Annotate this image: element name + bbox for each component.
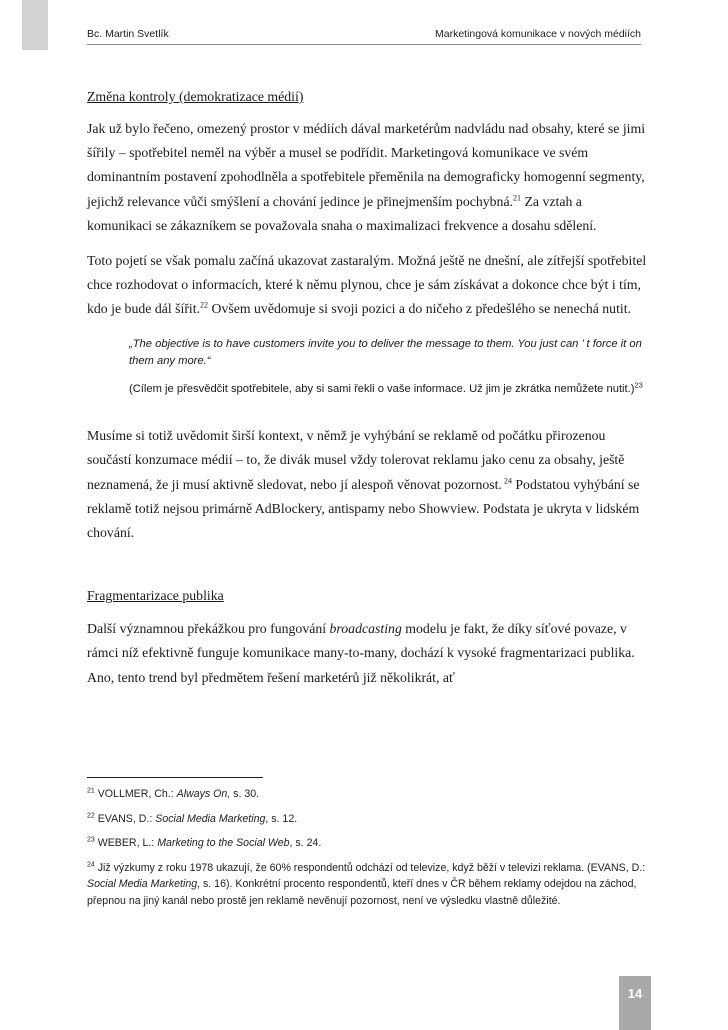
header-author: Bc. Martin Svetlík: [87, 28, 169, 40]
header-title: Marketingová komunikace v nových médiích: [434, 28, 641, 40]
quote-czech-text: (Cílem je přesvědčit spotřebitele, aby si sami řekli o vaše informace. Už jim je zkrátka nemůžete nutit.): [129, 382, 635, 395]
paragraph-text: Toto pojetí se však pomalu začíná ukazovat zastaralým. Možná ještě ne dnešní, ale zítřejší spotřebitel chce rozhodovat o informacích, které k němu plynou, chce je sám získávat a dokonce chce být i tím, kdo je bude dál šířit.: [87, 253, 647, 317]
footnote: [87, 786, 647, 803]
section-heading-fragmentation: Fragmentarizace publika: [87, 588, 224, 604]
paragraph: [87, 249, 649, 322]
paragraph-text: modelu je fakt, že díky síťové povaze, v rámci níž efektivně funguje komunikace many-to-many, dochází k vysoké fragmentarizaci publika. Ano, tento trend byl předmětem řešení marketérů již několikrát, ať: [87, 621, 635, 685]
paragraph-text: Ovšem uvědomuje si svoji pozici a do ničeho z předešlého se nenechá nutit.: [208, 301, 632, 317]
section-heading-democratization: Změna kontroly (demokratizace médií): [87, 89, 304, 104]
footnote-title: Always On,: [176, 788, 231, 800]
paragraph-text: Podstatou vyhýbání se reklamě totiž nejsou primárně AdBlockery, antispamy nebo Showview. Podstata je ukryta v lidském chování.: [87, 476, 640, 540]
page-number: 14: [627, 986, 643, 1001]
footnote-text: VOLLMER, Ch.:: [94, 788, 177, 800]
footnote: [87, 835, 647, 852]
footnote-number: 21: [87, 787, 95, 795]
footnote-title: Social Media Marketing: [155, 812, 266, 825]
block-quote: [129, 336, 649, 399]
paragraph-text: Jak už bylo řečeno, omezený prostor v médiích dával marketérům nadvládu nad obsahy, které se jimi šířily – spotřebitel neměl na výběr a musel se podřídit. Marketingová komunikace ve svém dominantním postavení zpohodlněla a spotřebitele přeměnila na demograficky homogenní segmenty, jejichž relevance vůči smýšlení a chování jedince je přinejmenším pochybná.: [87, 121, 646, 209]
quote-english: [129, 336, 649, 371]
footnote-text: WEBER, L.:: [94, 837, 158, 849]
footnote-separator: [87, 777, 263, 778]
footnote-ref: 22: [200, 300, 209, 310]
header-divider: [87, 44, 641, 45]
footnotes: [87, 786, 647, 909]
footnote-text: EVANS, D.:: [94, 812, 156, 825]
paragraph: [87, 617, 649, 690]
quote-english-text: „The objective is to have customers invite you to deliver the message to them. You just can ’ t force it on them any more.“: [129, 337, 642, 368]
paragraph-text: Musíme si totiž uvědomit širší kontext, v němž je vyhýbání se reklamě od počátku přirozenou součástí konzumace médií – to, že divák musel vždy tolerovat reklamu jako cenu za obsahy, ještě neznamená, že ji musí aktivně sledovat, nebo jí alespoň věnovat pozornost.: [87, 428, 625, 492]
footnote-number: 22: [87, 811, 95, 819]
footnote-number: 23: [87, 836, 95, 844]
footnote-title: Marketing to the Social Web: [157, 837, 290, 849]
footnote-text: , s. 12.: [265, 812, 298, 825]
footnote-number: 24: [87, 860, 95, 868]
footnote-text: , s. 16). Konkrétní procento respondentů, kteří dnes v ČR během reklamy odejdou na záchod, přepnou na jiný kanál nebo prostě jen reklamě nevěnují pozornost, není ve výsledku vlastně důležité.: [87, 878, 637, 907]
page-number-tab: [619, 976, 651, 1030]
header-decor-bar: [22, 0, 48, 50]
paragraph-text: Další významnou překážkou pro fungování: [87, 621, 330, 637]
footnote: [87, 811, 647, 828]
paragraph-text: Za vztah a komunikaci se zákazníkem se považovala snaha o maximalizaci frekvence a dosahu sdělení.: [87, 193, 597, 233]
paragraph: [87, 117, 649, 238]
footnote: [87, 860, 647, 910]
paragraph: [87, 424, 649, 545]
paragraph-emphasis: broadcasting: [329, 621, 402, 637]
page-body: [87, 86, 649, 690]
footnote-text: , s. 24.: [289, 837, 322, 849]
footnote-text: s. 30.: [230, 788, 260, 800]
footnote-title: Social Media Marketing: [87, 878, 198, 890]
footnote-ref: 21: [513, 193, 522, 203]
footnote-ref: 23: [634, 379, 643, 389]
quote-czech: [129, 381, 649, 399]
footnote-text: Již výzkumy z roku 1978 ukazují, že 60% respondentů odchází od televize, když běží v televizi reklama. (EVANS, D.:: [94, 861, 646, 874]
footnote-ref: 24: [501, 475, 512, 485]
